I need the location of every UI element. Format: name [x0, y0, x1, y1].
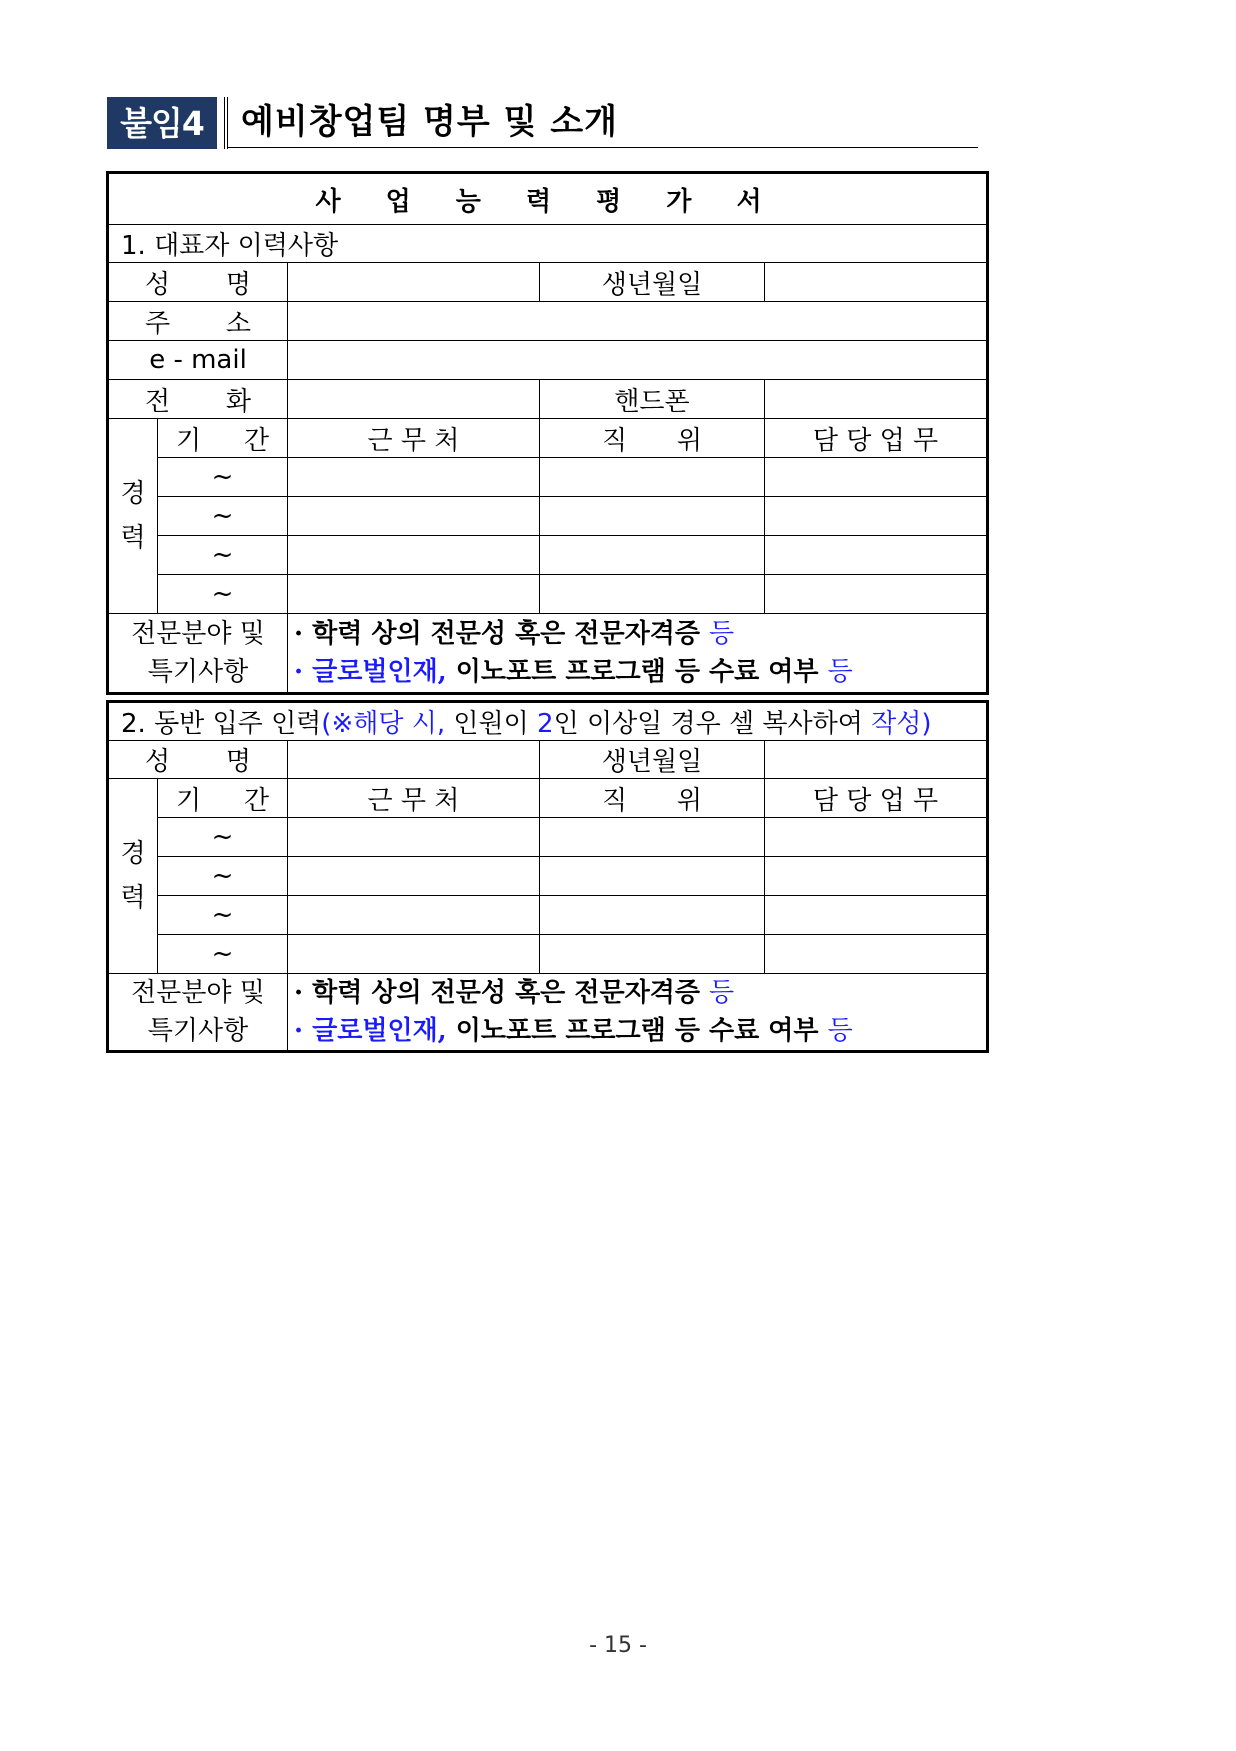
career-duty-cell[interactable] [765, 536, 988, 575]
name-label: 성 명 [108, 263, 288, 302]
mobile-label: 핸드폰 [540, 380, 765, 419]
career-period-cell[interactable]: ~ [158, 896, 288, 935]
career-workplace-cell[interactable] [288, 497, 540, 536]
career-workplace-cell[interactable] [288, 857, 540, 896]
phone-field[interactable] [288, 380, 540, 419]
birth-label: 생년월일 [540, 263, 765, 302]
co-resident-staff-form [106, 700, 989, 1053]
duty-header: 담 당 업 무 [765, 779, 988, 818]
mobile-field[interactable] [765, 380, 988, 419]
career-workplace-cell[interactable] [288, 575, 540, 614]
period-header: 기 간 [158, 779, 288, 818]
career-duty-cell[interactable] [765, 935, 988, 974]
career-workplace-cell[interactable] [288, 896, 540, 935]
address-label: 주 소 [108, 302, 288, 341]
workplace-header: 근 무 처 [288, 419, 540, 458]
specialty-label: 전문분야 및 특기사항 [108, 614, 288, 694]
career-position-cell[interactable] [540, 818, 765, 857]
specialty-label: 전문분야 및 특기사항 [108, 974, 288, 1052]
career-workplace-cell[interactable] [288, 935, 540, 974]
career-position-cell[interactable] [540, 857, 765, 896]
birth-label: 생년월일 [540, 741, 765, 779]
career-position-cell[interactable] [540, 896, 765, 935]
specialty-field[interactable]: · 학력 상의 전문성 혹은 전문자격증 등 · 글로벌인재, 이노포트 프로그램 등 수료 여부 등 [288, 974, 988, 1052]
career-period-cell[interactable]: ~ [158, 935, 288, 974]
career-duty-cell[interactable] [765, 497, 988, 536]
career-position-cell[interactable] [540, 575, 765, 614]
career-position-cell[interactable] [540, 497, 765, 536]
career-workplace-cell[interactable] [288, 536, 540, 575]
birth-field[interactable] [765, 263, 988, 302]
career-duty-cell[interactable] [765, 857, 988, 896]
address-field[interactable] [288, 302, 988, 341]
position-header: 직 위 [540, 779, 765, 818]
header-underline [228, 147, 978, 148]
attachment-tag: 붙임4 [107, 97, 217, 149]
career-period-cell[interactable]: ~ [158, 458, 288, 497]
career-period-cell[interactable]: ~ [158, 857, 288, 896]
name-field[interactable] [288, 263, 540, 302]
career-position-cell[interactable] [540, 536, 765, 575]
specialty-field[interactable]: · 학력 상의 전문성 혹은 전문자격증 등 · 글로벌인재, 이노포트 프로그램 등 수료 여부 등 [288, 614, 988, 694]
name-field[interactable] [288, 741, 540, 779]
period-header: 기 간 [158, 419, 288, 458]
duty-header: 담 당 업 무 [765, 419, 988, 458]
career-workplace-cell[interactable] [288, 818, 540, 857]
page-number: - 15 - [589, 1633, 647, 1658]
attachment-header [107, 97, 977, 149]
career-side-label: 경 력 [108, 419, 158, 614]
career-duty-cell[interactable] [765, 818, 988, 857]
email-field[interactable] [288, 341, 988, 380]
name-label: 성 명 [108, 741, 288, 779]
career-duty-cell[interactable] [765, 575, 988, 614]
form-title: 사 업 능 력 평 가 서 [108, 173, 988, 225]
career-duty-cell[interactable] [765, 896, 988, 935]
business-capability-form [106, 171, 989, 695]
career-period-cell[interactable]: ~ [158, 536, 288, 575]
career-duty-cell[interactable] [765, 458, 988, 497]
career-period-cell[interactable]: ~ [158, 818, 288, 857]
career-workplace-cell[interactable] [288, 458, 540, 497]
career-period-cell[interactable]: ~ [158, 575, 288, 614]
header-title: 예비창업팀 명부 및 소개 [241, 102, 618, 142]
section1-title: 1. 대표자 이력사항 [108, 225, 988, 263]
career-position-cell[interactable] [540, 458, 765, 497]
email-label: e - mail [108, 341, 288, 380]
career-position-cell[interactable] [540, 935, 765, 974]
career-period-cell[interactable]: ~ [158, 497, 288, 536]
workplace-header: 근 무 처 [288, 779, 540, 818]
birth-field[interactable] [765, 741, 988, 779]
phone-label: 전 화 [108, 380, 288, 419]
position-header: 직 위 [540, 419, 765, 458]
header-divider [224, 97, 228, 149]
section2-title: 2. 동반 입주 인력(※해당 시, 인원이 2인 이상일 경우 셀 복사하여 작성) [108, 702, 988, 741]
career-side-label: 경 력 [108, 779, 158, 974]
